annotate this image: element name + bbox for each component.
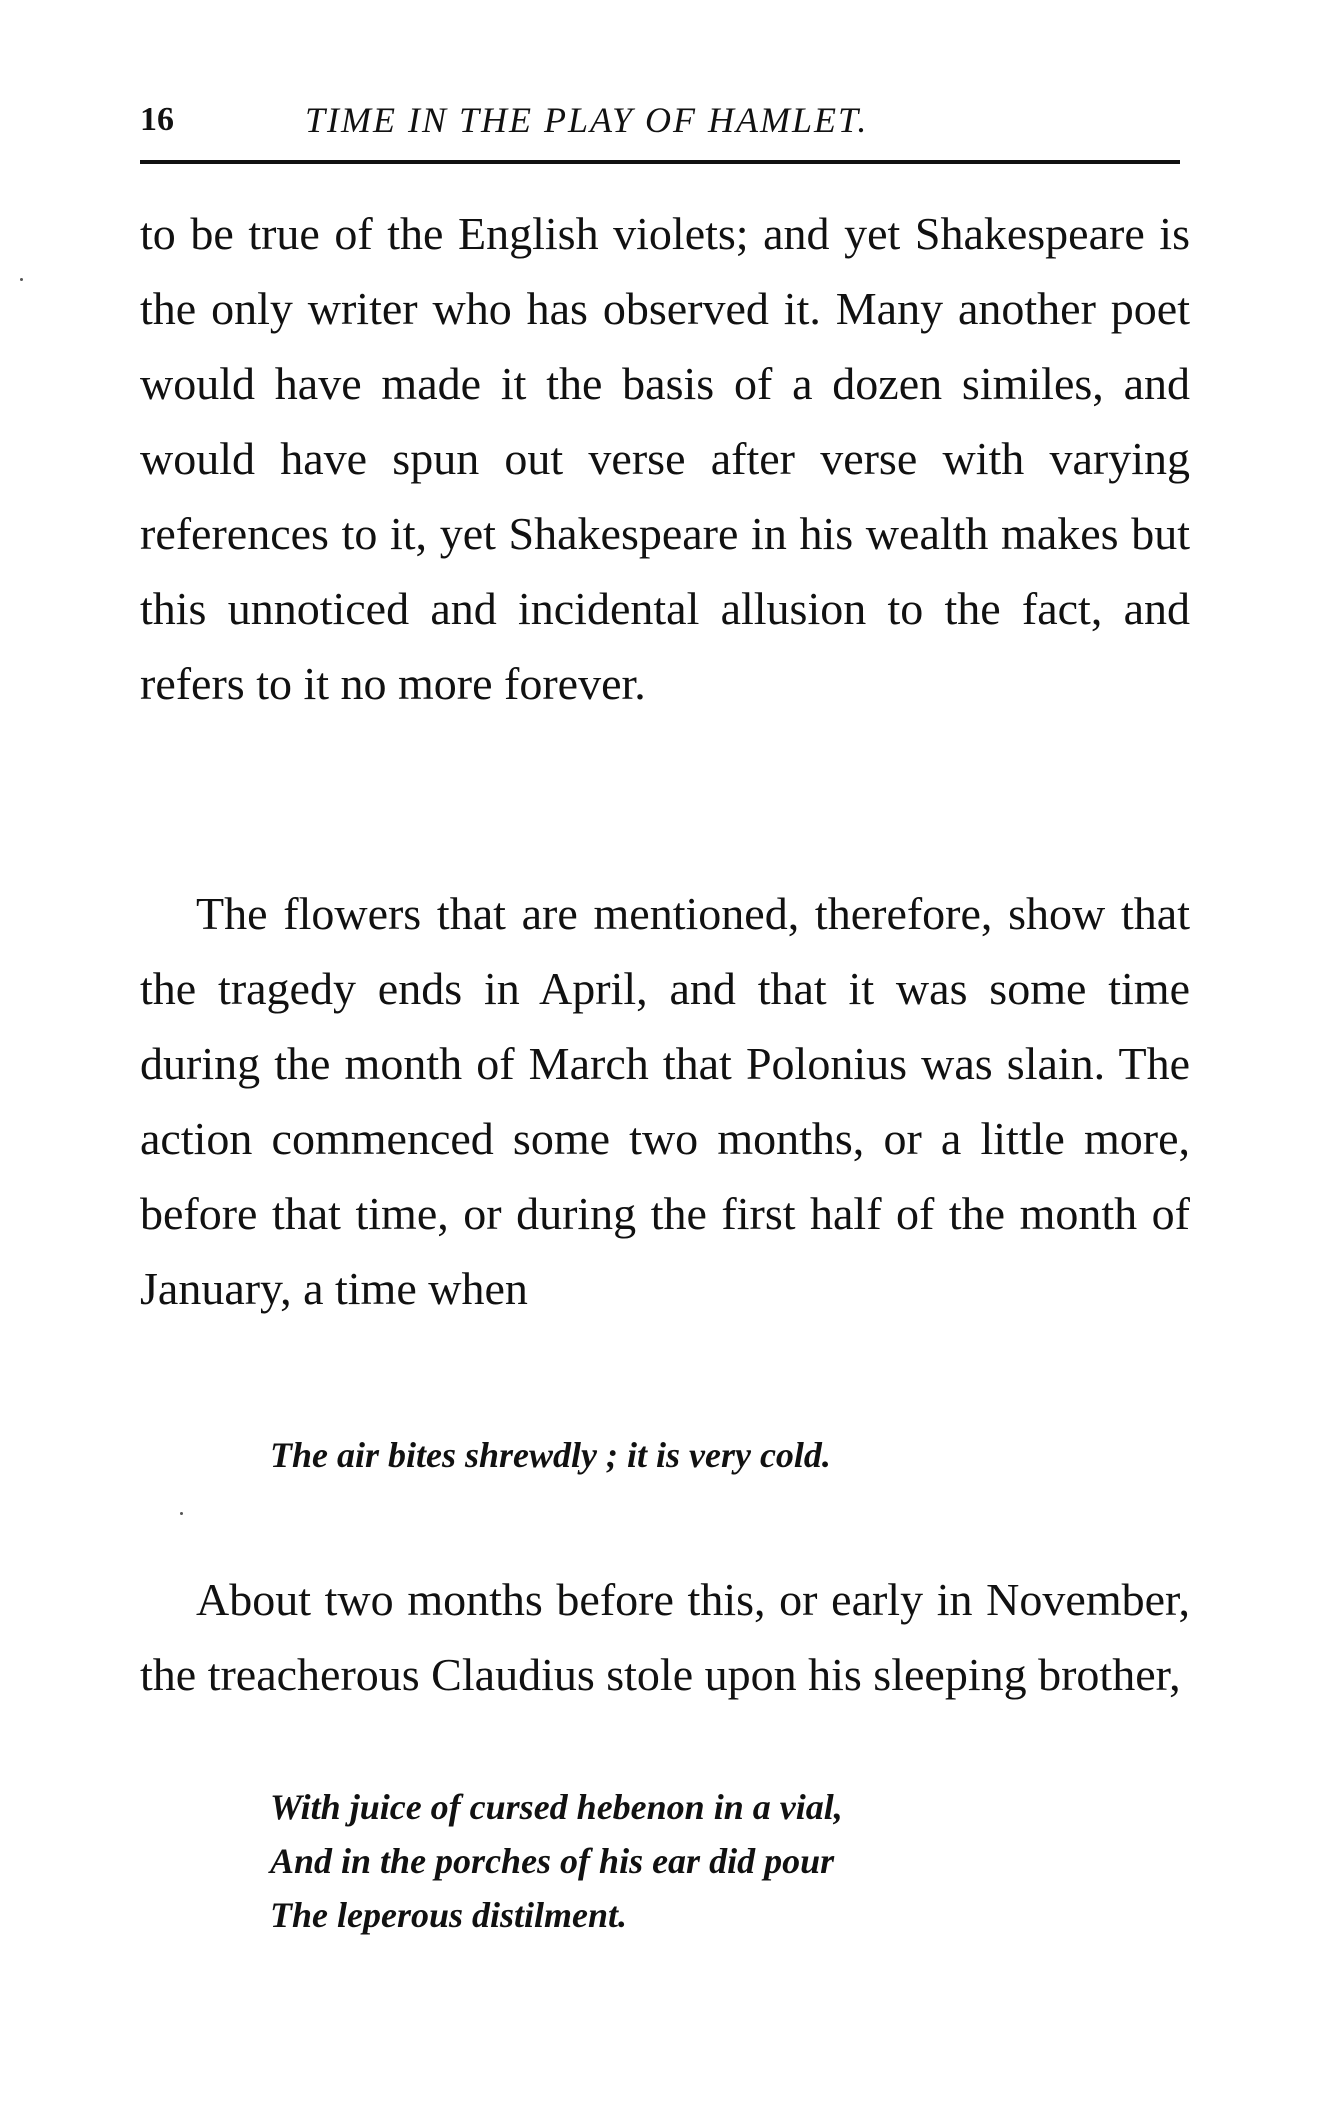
quote-air-bites: The air bites shrewdly ; it is very cold. (270, 1435, 831, 1475)
page-number: 16 (140, 101, 174, 138)
verse-line: With juice of cursed hebenon in a vial, (270, 1787, 843, 1827)
print-speck (20, 278, 23, 281)
paragraph-claudius: About two months before this, or early in November, the treacherous Claudius stole upon his sleeping brother, (140, 1574, 1190, 1700)
verse-quote (270, 1780, 843, 1942)
paragraph-violets: to be true of the English violets; and yet Shakespeare is the only writer who has observed it. Many another poet would have made it the basis of a dozen similes, and would have spun out verse after verse with varying references to it, yet Shakespeare in his wealth makes but this unnoticed and incidental allusion to the fact, and refers to it no more forever. (140, 208, 1190, 709)
print-speck (180, 1512, 183, 1515)
running-title: TIME IN THE PLAY OF HAMLET. (305, 100, 869, 140)
running-head (140, 100, 1180, 150)
paragraph-flowers: The flowers that are mentioned, therefore, show that the tragedy ends in April, and that it was some time during the month of March that Polonius was slain. The action commenced some two months, or a little more, before that time, or during the first half of the month of January, a time when (140, 888, 1190, 1314)
header-rule (140, 160, 1180, 164)
verse-line: And in the porches of his ear did pour (270, 1841, 835, 1881)
verse-line: The leperous distilment. (270, 1895, 628, 1935)
